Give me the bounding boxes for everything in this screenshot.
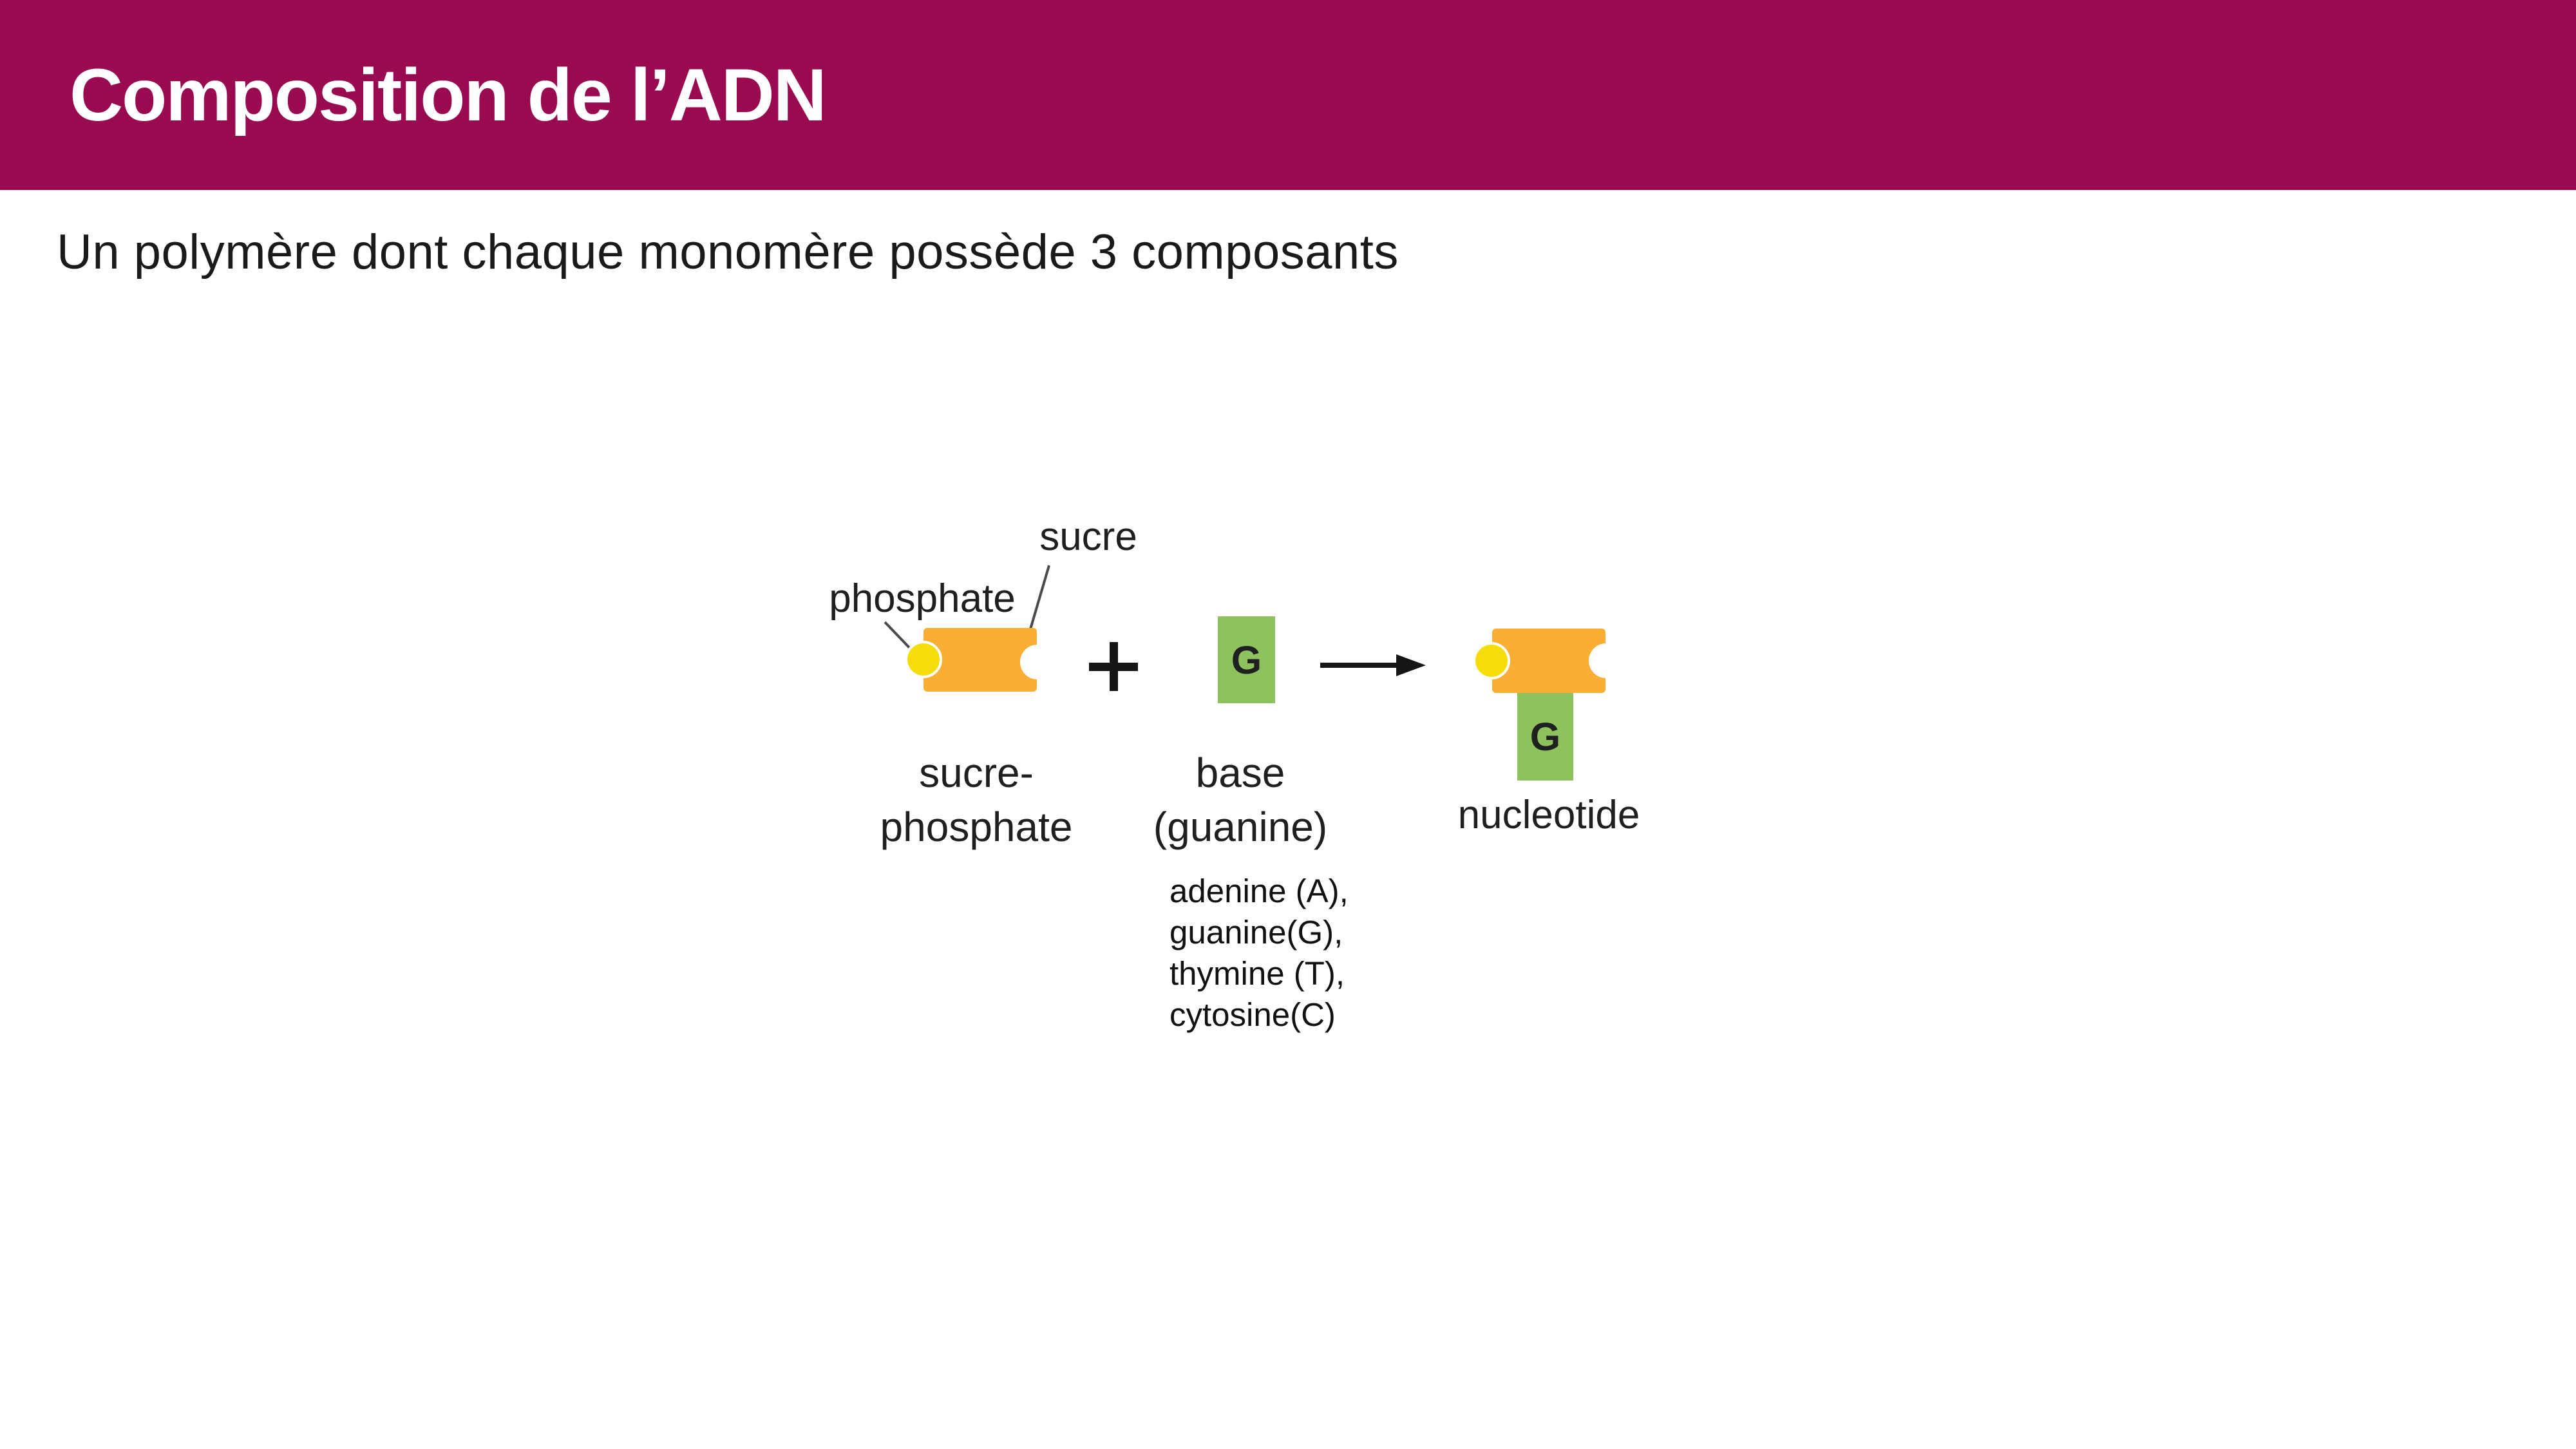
sugar-phosphate-caption-line1: sucre- (919, 750, 1034, 796)
sucre-pointer-line (1028, 565, 1049, 636)
bases-list (1170, 871, 1349, 1036)
bases-list-line: thymine (T), (1170, 955, 1345, 992)
slide-subtitle: Un polymère dont chaque monomère possède 3 composants (57, 225, 1399, 279)
bases-list-line: guanine(G), (1170, 914, 1343, 951)
base-caption-line2: (guanine) (1153, 804, 1328, 850)
base-caption-line1: base (1195, 750, 1285, 796)
phosphate-label: phosphate (829, 576, 1016, 621)
nucleotide-phosphate-circle (1473, 642, 1510, 679)
plus-vertical-bar (1110, 642, 1118, 691)
nucleotide-sugar-notch (1589, 643, 1624, 678)
nucleotide-base-rect (1517, 693, 1573, 781)
arrow-head (1396, 654, 1426, 676)
bases-list-line: adenine (A), (1170, 873, 1349, 909)
base-guanine-caption (1153, 746, 1327, 854)
sugar-phosphate-caption-line2: phosphate (880, 804, 1073, 850)
nucleotide-base-letter: G (1530, 715, 1561, 759)
page-title: Composition de l’ADN (70, 53, 826, 137)
arrow-shaft (1320, 663, 1399, 668)
bases-list-line: cytosine(C) (1170, 996, 1336, 1033)
sugar-phosphate-caption (880, 746, 1073, 854)
nucleotide-caption: nucleotide (1457, 793, 1640, 837)
sucre-label: sucre (1039, 515, 1137, 559)
phosphate-circle (905, 641, 942, 678)
base-letter: G (1231, 638, 1262, 682)
base-rect (1218, 616, 1275, 703)
sugar-notch (1020, 645, 1055, 679)
